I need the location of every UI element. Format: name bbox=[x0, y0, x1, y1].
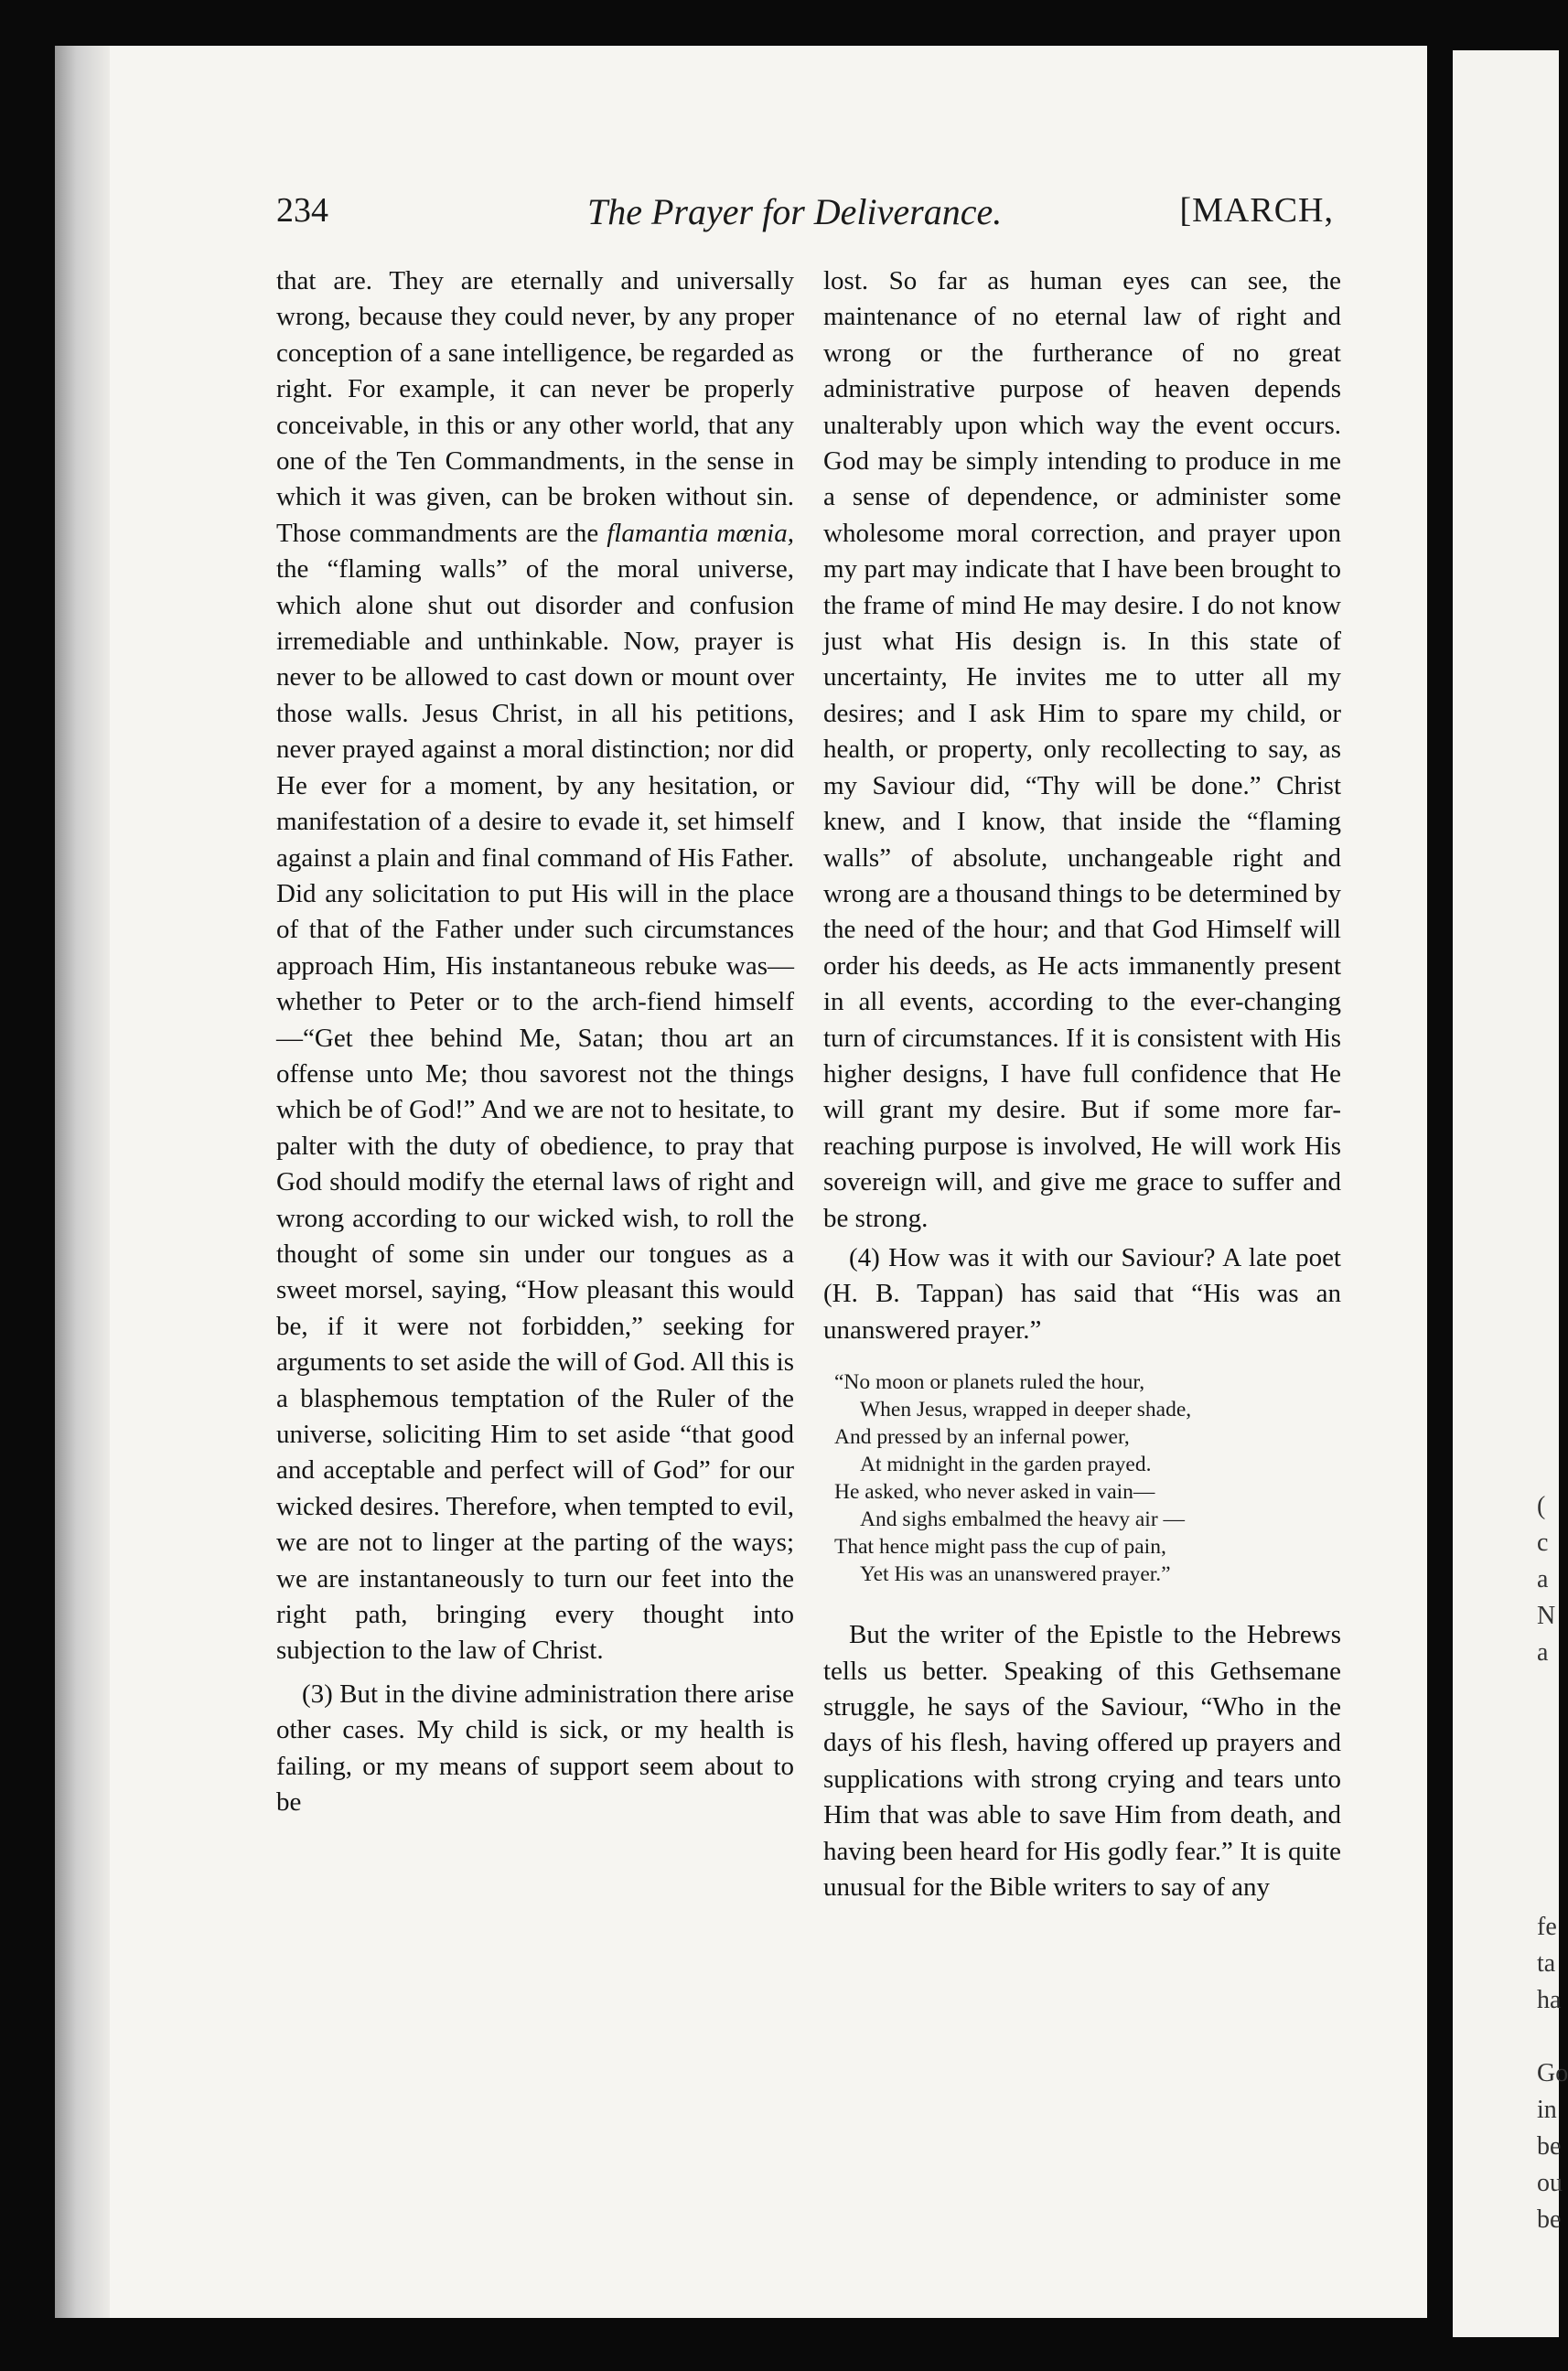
left-paragraph-1-text-a: that are. They are eternally and universally wrong, because they could never, by any proper conception of a sane intelligence, be regarded as right. For example, it can never be properly conceivable, in this or any other world, that any one of the Ten Commandments, in the sense in which it was given, can be broken without sin. Those commandments are the bbox=[276, 266, 794, 548]
adjacent-page-fragment: be bbox=[1537, 2132, 1562, 2161]
poem-quotation bbox=[834, 1368, 1341, 1588]
poem-line: When Jesus, wrapped in deeper shade, bbox=[860, 1398, 1192, 1422]
latin-phrase: flamantia mœnia, bbox=[607, 518, 794, 548]
left-paragraph-2: (3) But in the divine administration there arise other cases. My child is sick, or my health is failing, or my means of support seem about to be bbox=[276, 1679, 794, 1818]
adjacent-page-fragment: be bbox=[1537, 2205, 1562, 2234]
right-paragraph-3: But the writer of the Epistle to the Hebrews tells us better. Speaking of this Gethsemane struggle, he says of the Saviour, “Who in the days of his flesh, having offered up prayers and supplications with strong crying and tears unto Him that was able to save Him from death, and having been heard for His godly fear.” It is quite unusual for the Bible writers to say of any bbox=[823, 1620, 1341, 1903]
adjacent-page-fragment: Go bbox=[1537, 2059, 1568, 2087]
adjacent-page-fragment: in bbox=[1537, 2096, 1557, 2124]
poem-line: “No moon or planets ruled the hour, bbox=[834, 1370, 1145, 1395]
page-number: 234 bbox=[276, 191, 328, 230]
running-month: [MARCH, bbox=[1179, 191, 1334, 230]
left-paragraph-1 bbox=[276, 263, 794, 1669]
poem-line: Yet His was an unanswered prayer.” bbox=[860, 1562, 1171, 1587]
adjacent-page-fragment: c bbox=[1537, 1529, 1549, 1557]
right-column bbox=[823, 263, 1341, 1905]
poem-line: And sighs embalmed the heavy air — bbox=[860, 1507, 1186, 1532]
adjacent-page-fragment: ta bbox=[1537, 1949, 1556, 1978]
adjacent-page-fragment: N bbox=[1537, 1602, 1556, 1630]
right-paragraph-1: lost. So far as human eyes can see, the maintenance of no eternal law of right and wrong or the furtherance of no great administrative purpose of heaven depends unalterably upon which way the event occurs. God may be simply intending to produce in me a sense of dependence, or administer some wholesome moral correction, and prayer upon my part may indicate that I have been brought to the frame of mind He may desire. I do not know just what His design is. In this state of uncertainty, He invites me to utter all my desires; and I ask Him to spare my child, or health, or property, only recollecting to say, as my Saviour did, “Thy will be done.” Christ knew, and I know, that inside the “flaming walls” of absolute, unchangeable right and wrong are a thousand things to be determined by the need of the hour; and that God Himself will order his deeds, as He acts immanently present in all events, according to the ever-changing turn of circumstances. If it is consistent with His higher designs, I have full confidence that He will grant my desire. But if some more far-reaching purpose is involved, He will work His sovereign will, and give me grace to suffer and be strong. bbox=[823, 266, 1341, 1233]
adjacent-page-edge bbox=[1453, 50, 1568, 2337]
adjacent-page-fragment: a bbox=[1537, 1565, 1549, 1593]
poem-line: That hence might pass the cup of pain, bbox=[834, 1535, 1166, 1560]
adjacent-page-fragment: ha bbox=[1537, 1986, 1562, 2014]
poem-line: He asked, who never asked in vain— bbox=[834, 1480, 1155, 1505]
adjacent-page-fragment: fe bbox=[1537, 1913, 1557, 1941]
running-head bbox=[276, 190, 1334, 241]
page-gutter bbox=[55, 46, 110, 2318]
adjacent-page-fragment: ou bbox=[1537, 2169, 1563, 2197]
adjacent-page-fragment: ( bbox=[1537, 1492, 1546, 1520]
left-column bbox=[276, 263, 794, 1820]
left-paragraph-1-text-b: the “flaming walls” of the moral universe, which alone shut out disorder and confusion irremediable and unthinkable. Now, prayer is never to be allowed to cast down or mount over those walls. Jesus Christ, in all his petitions, never prayed against a moral distinction; nor did He ever for a moment, by any hesitation, or manifestation of a desire to evade it, set himself against a plain and final command of His Father. Did any solicitation to put His will in the place of that of the Father under such circumstances approach Him, His instantaneous rebuke was—whether to Peter or to the arch-fiend himself—“Get thee behind Me, Satan; thou art an offense unto Me; thou savorest not the things which be of God!” And we are not to hesitate, to palter with the duty of obedience, to pray that God should modify the eternal laws of right and wrong according to our wicked wish, to roll the thought of some sin under our tongues as a sweet morsel, saying, “How pleasant this would be, if it were not forbidden,” seeking for arguments to set aside the will of God. All this is a blasphemous temptation of the Ruler of the universe, soliciting Him to set aside “that good and acceptable and perfect will of God” for our wicked desires. Therefore, when tempted to evil, we are not to linger at the parting of the ways; we are instantaneously to turn our feet into the right path, bringing every thought into subjection to the law of Christ. bbox=[276, 554, 794, 1666]
running-title: The Prayer for Deliverance. bbox=[587, 191, 1003, 232]
poem-line: And pressed by an infernal power, bbox=[834, 1425, 1130, 1450]
right-paragraph-2: (4) How was it with our Saviour? A late poet (H. B. Tappan) has said that “His was an unanswered prayer.” bbox=[823, 1242, 1341, 1345]
poem-line: At midnight in the garden prayed. bbox=[860, 1453, 1152, 1477]
adjacent-page-fragment: a bbox=[1537, 1638, 1549, 1667]
